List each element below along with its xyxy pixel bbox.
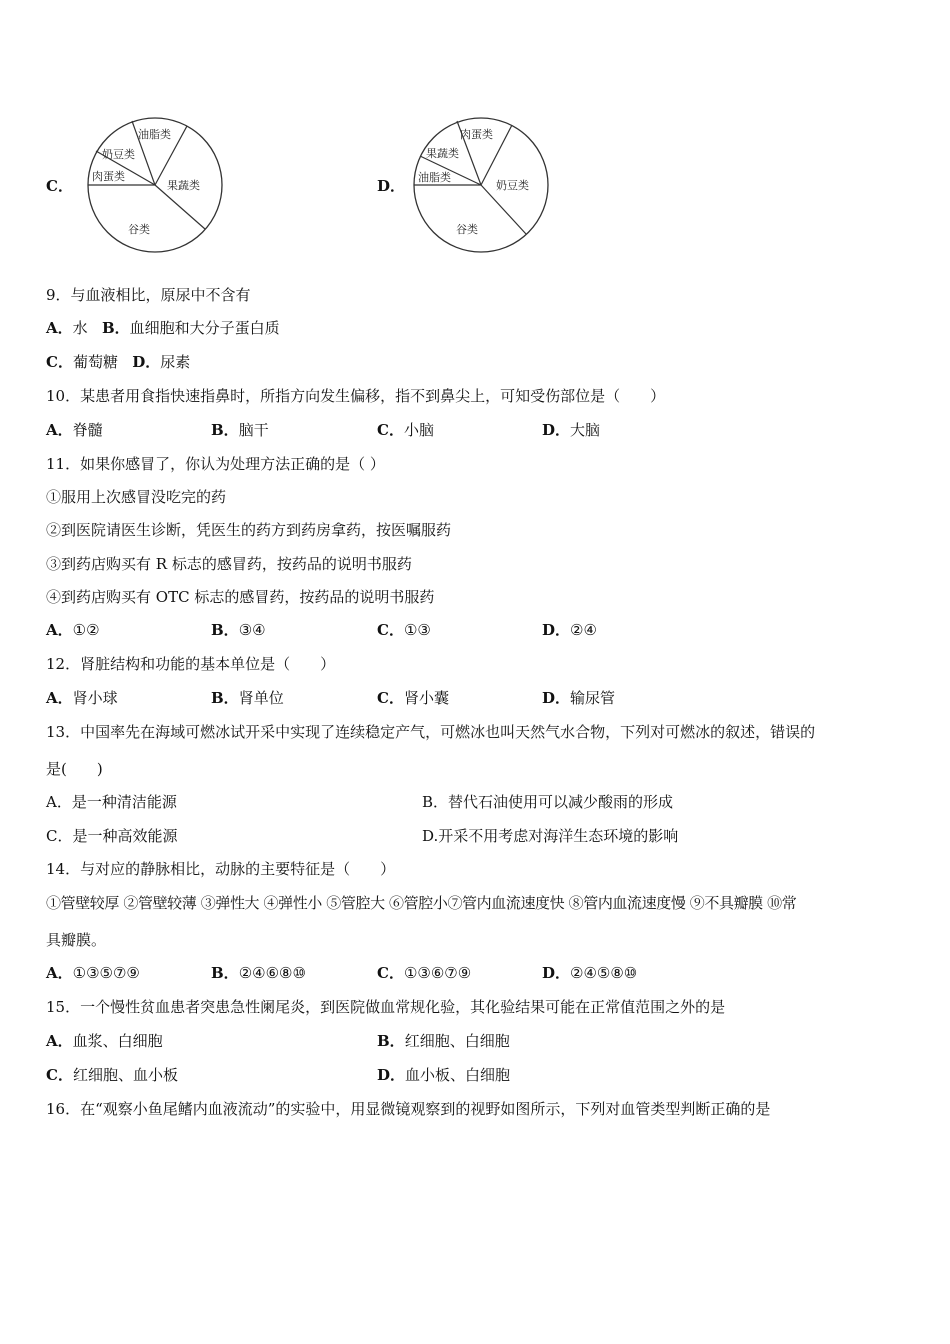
q13-option-c: C．是一种高效能源 bbox=[46, 827, 178, 845]
q9-stem: 9．与血液相比，原尿中不含有 bbox=[46, 286, 251, 304]
q14-option-b: B．②④⑥⑧⑩ bbox=[211, 964, 306, 982]
q15-option-c: C．红细胞、血小板 bbox=[46, 1066, 178, 1084]
pie-c-slice-label: 肉蛋类 bbox=[92, 170, 125, 183]
q10-option-b: B．脑干 bbox=[211, 421, 269, 439]
pie-c-slice-label: 油脂类 bbox=[138, 128, 171, 141]
pie-c-slice-label: 奶豆类 bbox=[102, 148, 135, 161]
q11-item-2: ②到医院请医生诊断，凭医生的药方到药房拿药，按医嘱服药 bbox=[46, 521, 452, 539]
q10-option-d: D．大脑 bbox=[542, 421, 601, 439]
q13-option-a: A．是一种清洁能源 bbox=[46, 793, 177, 811]
q11-item-3: ③到药店购买有 R 标志的感冒药，按药品的说明书服药 bbox=[46, 555, 412, 573]
q15-option-a: A．血浆、白细胞 bbox=[46, 1032, 163, 1050]
q14-option-a: A．①③⑤⑦⑨ bbox=[46, 964, 140, 982]
q13-stem-line-1: 13．中国率先在海域可燃冰试开采中实现了连续稳定产气，可燃冰也叫天然气水合物，下列对可燃冰的叙述，错误的 bbox=[46, 723, 816, 741]
q14-option-c: C．①③⑥⑦⑨ bbox=[377, 964, 472, 982]
q10-stem: 10．某患者用食指快速指鼻时，所指方向发生偏移，指不到鼻尖上，可知受伤部位是（ ） bbox=[46, 387, 666, 405]
q13-option-b: B．替代石油使用可以减少酸雨的形成 bbox=[422, 793, 674, 811]
q11-item-1: ①服用上次感冒没吃完的药 bbox=[46, 488, 227, 506]
q14-stem: 14．与对应的静脉相比，动脉的主要特征是（ ） bbox=[46, 860, 396, 878]
q12-option-b: B．肾单位 bbox=[211, 689, 284, 707]
pie-d-slice-label: 谷类 bbox=[456, 223, 478, 236]
q12-option-c: C．肾小囊 bbox=[377, 689, 449, 707]
q13-stem-line-2: 是( ) bbox=[46, 760, 103, 778]
pie-d-slice-label: 肉蛋类 bbox=[460, 128, 493, 141]
q9-options-ab: A．水 B．血细胞和大分子蛋白质 bbox=[46, 319, 280, 337]
pie-d-slice-label: 奶豆类 bbox=[496, 179, 529, 192]
q10-option-c: C．小脑 bbox=[377, 421, 434, 439]
pie-d-slice-label: 果蔬类 bbox=[426, 147, 459, 160]
q16-stem: 16．在“观察小鱼尾鳍内血液流动”的实验中，用显微镜观察到的视野如图所示，下列对血管类型判断正确的是 bbox=[46, 1100, 771, 1118]
pie-chart-c bbox=[80, 112, 230, 258]
q11-option-a: A．①② bbox=[46, 621, 100, 639]
q11-item-4: ④到药店购买有 OTC 标志的感冒药，按药品的说明书服药 bbox=[46, 588, 435, 606]
q11-option-b: B．③④ bbox=[211, 621, 266, 639]
q12-stem: 12．肾脏结构和功能的基本单位是（ ） bbox=[46, 655, 336, 673]
q15-option-d: D．血小板、白细胞 bbox=[377, 1066, 511, 1084]
q11-stem: 11．如果你感冒了，你认为处理方法正确的是（ ） bbox=[46, 455, 385, 473]
q14-option-d: D．②④⑤⑧⑩ bbox=[542, 964, 638, 982]
pie-chart-d bbox=[406, 112, 556, 258]
option-d-label: D． bbox=[377, 177, 406, 195]
pie-d-slice-label: 油脂类 bbox=[418, 171, 451, 184]
q9-options-cd: C．葡萄糖 D．尿素 bbox=[46, 353, 191, 371]
pie-c-slice-label: 谷类 bbox=[128, 223, 150, 236]
q15-option-b: B．红细胞、白细胞 bbox=[377, 1032, 510, 1050]
q13-option-d: D.开采不用考虑对海洋生态环境的影响 bbox=[422, 827, 679, 845]
q12-option-a: A．肾小球 bbox=[46, 689, 118, 707]
q15-stem: 15．一个慢性贫血患者突患急性阑尾炎，到医院做血常规化验，其化验结果可能在正常值范围之外的是 bbox=[46, 998, 726, 1016]
q11-option-d: D．②④ bbox=[542, 621, 597, 639]
q14-features-line-1: ①管壁较厚 ②管壁较薄 ③弹性大 ④弹性小 ⑤管腔大 ⑥管腔小⑦管内血流速度快 ⑧管内血流速度慢 ⑨不具瓣膜 ⑩常 bbox=[46, 894, 797, 912]
q10-option-a: A．脊髓 bbox=[46, 421, 103, 439]
q14-features-line-2: 具瓣膜。 bbox=[46, 931, 107, 949]
q12-option-d: D．输尿管 bbox=[542, 689, 616, 707]
option-c-label: C． bbox=[46, 177, 73, 195]
pie-c-slice-label: 果蔬类 bbox=[167, 179, 200, 192]
q11-option-c: C．①③ bbox=[377, 621, 431, 639]
